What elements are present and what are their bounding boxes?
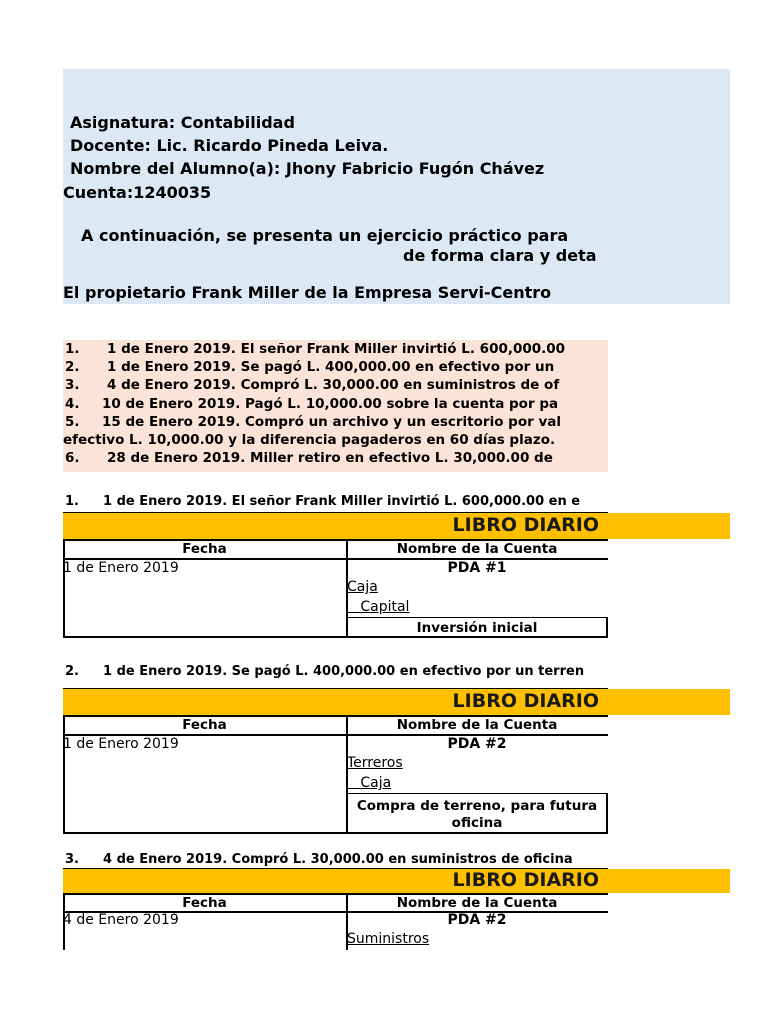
divider: [606, 617, 608, 638]
entry-date: 4 de Enero 2019: [63, 912, 179, 928]
task-item: 3. 4 de Enero 2019. Compró L. 30,000.00 en suministros de of: [65, 377, 560, 393]
entry-date: 1 de Enero 2019: [63, 560, 179, 576]
section-3-label: 3. 4 de Enero 2019. Compró L. 30,000.00 en suministros de oficina: [65, 852, 573, 867]
intro-line-1: A continuación, se presenta un ejercicio práctico para: [81, 226, 569, 245]
libro-diario-bar-2: [63, 689, 730, 715]
asignatura-line: Asignatura: Contabilidad: [70, 113, 295, 132]
pda-number: PDA #2: [447, 912, 507, 928]
libro-diario-bar-3: [63, 869, 730, 893]
pda-number: PDA #1: [447, 560, 507, 576]
divider: [346, 715, 348, 834]
divider: [346, 793, 608, 794]
section-2-label: 2. 1 de Enero 2019. Se pagó L. 400,000.00 en efectivo por un terren: [65, 664, 585, 679]
divider: [63, 832, 608, 834]
libro-diario-bar-1: [63, 513, 730, 539]
propietario-line: El propietario Frank Miller de la Empresa Servi-Centro: [63, 283, 552, 302]
debit-account: Suministros: [347, 931, 430, 947]
credit-account: Caja: [360, 775, 392, 791]
task-item: 4. 10 de Enero 2019. Pagó L. 10,000.00 sobre la cuenta por pa: [65, 396, 559, 412]
task-item: 2. 1 de Enero 2019. Se pagó L. 400,000.00 en efectivo por un: [65, 359, 555, 375]
task-item: 1. 1 de Enero 2019. El señor Frank Miller invirtió L. 600,000.00: [65, 341, 566, 357]
task-item-continuation: efectivo L. 10,000.00 y la diferencia pagaderos en 60 días plazo.: [63, 432, 556, 448]
cuenta-line: Cuenta:1240035: [63, 183, 212, 202]
debit-account: Caja: [347, 579, 378, 595]
libro-diario-title: LIBRO DIARIO: [452, 514, 599, 536]
docente-line: Docente: Lic. Ricardo Pineda Leiva.: [70, 136, 389, 155]
task-item: 6. 28 de Enero 2019. Miller retiro en efectivo L. 30,000.00 de: [65, 450, 553, 466]
col-cuenta-header: Nombre de la Cuenta: [396, 895, 558, 911]
task-item: 5. 15 de Enero 2019. Compró un archivo y un escritorio por val: [65, 414, 561, 430]
divider: [346, 893, 348, 950]
entry-description: Inversión inicial: [416, 620, 538, 636]
libro-diario-title: LIBRO DIARIO: [452, 690, 599, 712]
col-cuenta-header: Nombre de la Cuenta: [396, 717, 558, 733]
entry-description-line-1: Compra de terreno, para futura: [356, 798, 598, 814]
alumno-line: Nombre del Alumno(a): Jhony Fabricio Fugón Chávez: [70, 159, 545, 178]
intro-line-2: de forma clara y deta: [403, 246, 597, 265]
divider: [346, 617, 608, 618]
libro-diario-title: LIBRO DIARIO: [452, 869, 599, 891]
col-fecha-header: Fecha: [182, 541, 227, 557]
entry-date: 1 de Enero 2019: [63, 736, 179, 752]
divider: [606, 793, 608, 834]
col-cuenta-header: Nombre de la Cuenta: [396, 541, 558, 557]
credit-account: Capital: [360, 599, 410, 615]
debit-account: Terreros: [347, 755, 403, 771]
entry-description-line-2: oficina: [451, 815, 503, 831]
col-fecha-header: Fecha: [182, 717, 227, 733]
divider: [63, 636, 608, 638]
section-1-label: 1. 1 de Enero 2019. El señor Frank Miller invirtió L. 600,000.00 en e: [65, 494, 581, 509]
col-fecha-header: Fecha: [182, 895, 227, 911]
divider: [346, 539, 348, 638]
pda-number: PDA #2: [447, 736, 507, 752]
